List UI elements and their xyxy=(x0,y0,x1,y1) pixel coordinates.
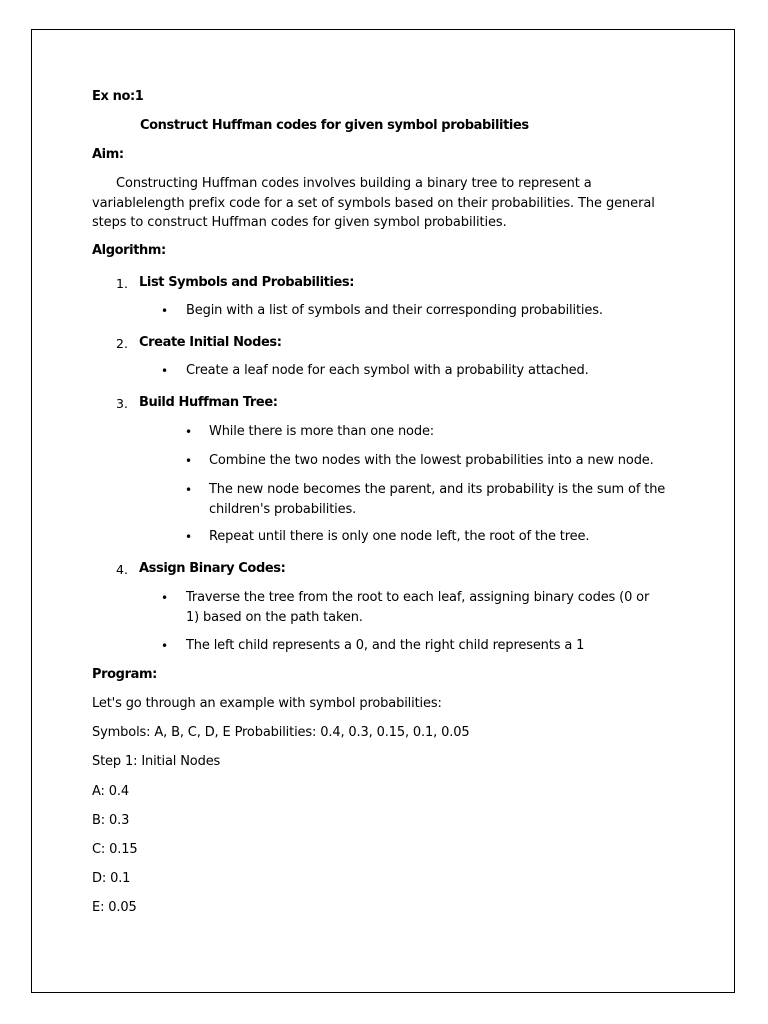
step-number: 1. xyxy=(116,276,128,291)
step-bullet: Create a leaf node for each symbol with a probability attached. xyxy=(186,363,589,378)
bullet-icon: • xyxy=(185,454,193,468)
step-bullet: Combine the two nodes with the lowest probabilities into a new node. xyxy=(209,453,654,468)
program-line: Let's go through an example with symbol probabilities: xyxy=(92,696,442,711)
program-line: E: 0.05 xyxy=(92,900,137,915)
step-bullet: Repeat until there is only one node left, the root of the tree. xyxy=(209,529,590,544)
bullet-icon: • xyxy=(185,530,193,544)
step-number: 4. xyxy=(116,562,128,577)
step-title: Build Huffman Tree: xyxy=(139,395,278,410)
step-bullet: While there is more than one node: xyxy=(209,424,435,439)
ex-no-label: Ex no:1 xyxy=(92,89,144,104)
program-line: D: 0.1 xyxy=(92,871,131,886)
step-title: List Symbols and Probabilities: xyxy=(139,275,355,290)
algorithm-heading: Algorithm: xyxy=(92,243,166,258)
step-title: Create Initial Nodes: xyxy=(139,335,282,350)
bullet-icon: • xyxy=(161,364,169,378)
aim-paragraph: Constructing Huffman codes involves building a binary tree to represent a variablelength prefix code for a set of symbols based on their probabilities. The general steps to construct Huffman codes for given symbol probabilities. xyxy=(92,176,655,230)
program-line: Step 1: Initial Nodes xyxy=(92,754,221,769)
bullet-icon: • xyxy=(161,639,169,653)
program-heading: Program: xyxy=(92,667,157,682)
bullet-icon: • xyxy=(185,425,193,439)
step-number: 2. xyxy=(116,336,128,351)
program-line: Symbols: A, B, C, D, E Probabilities: 0.4, 0.3, 0.15, 0.1, 0.05 xyxy=(92,725,470,740)
step-bullet: The left child represents a 0, and the right child represents a 1 xyxy=(186,638,585,653)
program-line: A: 0.4 xyxy=(92,784,129,799)
program-line: C: 0.15 xyxy=(92,842,138,857)
step-number: 3. xyxy=(116,396,128,411)
document-title: Construct Huffman codes for given symbol probabilities xyxy=(140,118,529,133)
bullet-icon: • xyxy=(161,304,169,318)
aim-heading: Aim: xyxy=(92,147,124,162)
step-title: Assign Binary Codes: xyxy=(139,561,286,576)
step-bullet: Begin with a list of symbols and their corresponding probabilities. xyxy=(186,303,603,318)
bullet-icon: • xyxy=(185,483,193,497)
step-bullet: Traverse the tree from the root to each leaf, assigning binary codes (0 or 1) based on the path taken. xyxy=(186,590,650,625)
bullet-icon: • xyxy=(161,591,169,605)
program-line: B: 0.3 xyxy=(92,813,130,828)
step-bullet: The new node becomes the parent, and its probability is the sum of the children's probabilities. xyxy=(209,482,666,517)
